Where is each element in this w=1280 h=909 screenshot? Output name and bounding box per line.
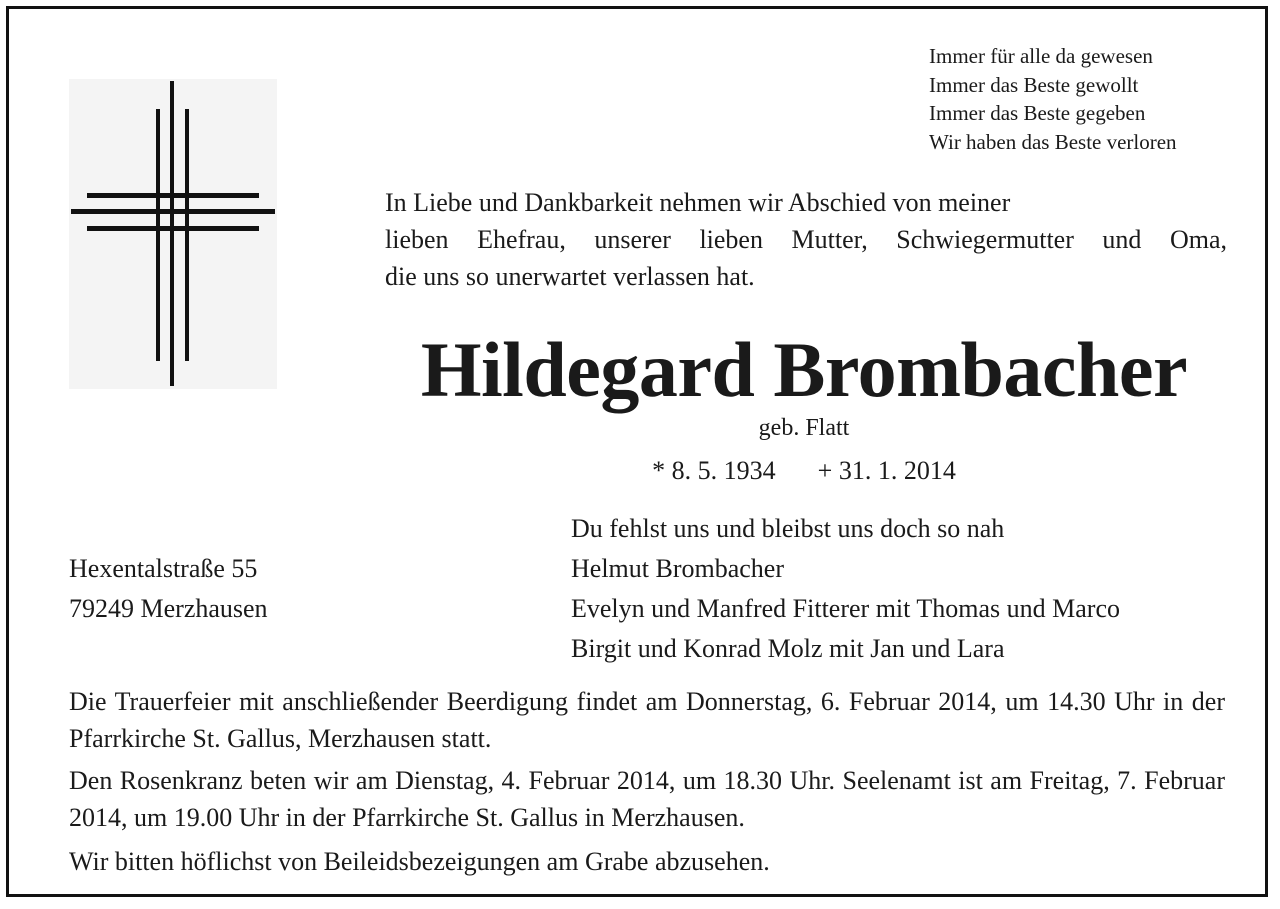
intro-text (385, 184, 1227, 295)
address-city: 79249 Merzhausen (69, 594, 268, 623)
birth-name: geb. Flatt (758, 415, 850, 441)
address (69, 549, 268, 629)
family-motto: Du fehlst uns und bleibst uns doch so nah (571, 514, 1005, 543)
family-member: Birgit und Konrad Molz mit Jan und Lara (571, 634, 1005, 663)
birth-date: * 8. 5. 1934 (652, 456, 776, 485)
cross-icon (69, 79, 277, 389)
life-dates (389, 455, 1219, 487)
family-member: Evelyn und Manfred Fitterer mit Thomas und Marco (571, 594, 1121, 623)
verse-line: Immer für alle da gewesen (929, 44, 1153, 68)
death-date: + 31. 1. 2014 (817, 456, 956, 485)
rosary-announcement: Den Rosenkranz beten wir am Dienstag, 4. Februar 2014, um 18.30 Uhr. Seelenamt ist am Freitag, 7. Februar 2014, um 19.00 Uhr in der Pfarrkirche St. Gallus in Merzhausen. (69, 766, 1225, 832)
family-list (571, 509, 1120, 669)
verse-line: Immer das Beste gegeben (929, 101, 1146, 125)
funeral-announcement: Die Trauerfeier mit anschließender Beerdigung findet am Donnerstag, 6. Februar 2014, um 14.30 Uhr in der Pfarrkirche St. Gallus, Merzhausen statt. (69, 687, 1225, 753)
intro-line: die uns so unerwartet verlassen hat. (385, 262, 755, 291)
verse-line: Immer das Beste gewollt (929, 72, 1139, 97)
family-member: Helmut Brombacher (571, 554, 784, 583)
address-street: Hexentalstraße 55 (69, 554, 258, 583)
obituary-notice (6, 6, 1268, 897)
condolence-request: Wir bitten höflichst von Beileidsbezeigungen am Grabe abzusehen. (69, 847, 770, 876)
verse-line: Wir haben das Beste verloren (929, 129, 1177, 154)
intro-line: lieben Ehefrau, unserer lieben Mutter, Schwiegermutter und Oma, (385, 225, 1227, 254)
deceased-name: Hildegard Brombacher (420, 326, 1188, 413)
intro-line: In Liebe und Dankbarkeit nehmen wir Abschied von meiner (385, 188, 1011, 217)
verse (929, 42, 1177, 156)
